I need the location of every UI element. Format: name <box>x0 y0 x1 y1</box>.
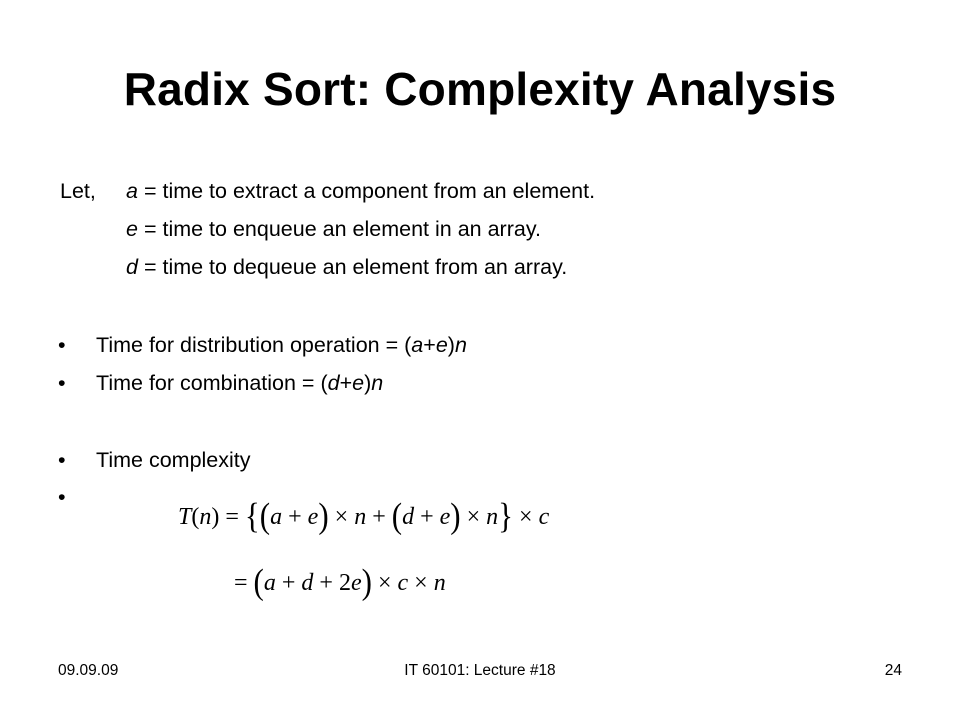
footer-page-number: 24 <box>884 662 902 679</box>
bullet-marker: • <box>58 371 66 395</box>
bullet-paren: ) <box>447 333 455 357</box>
eq-symbol: c <box>538 504 550 530</box>
bullet-var: n <box>371 371 384 395</box>
slide-title: Radix Sort: Complexity Analysis <box>123 63 837 115</box>
bullet-paren: ) <box>364 371 372 395</box>
bullet-var: e <box>352 371 365 395</box>
bullet-distribution <box>96 335 467 357</box>
eq-symbol: + <box>313 570 339 596</box>
eq-paren: ( <box>259 495 271 536</box>
definition-a <box>126 181 595 203</box>
eq-paren: ) <box>318 495 329 536</box>
bullet-var: d <box>327 371 340 395</box>
eq-symbol: d <box>402 504 415 530</box>
eq-symbol: e <box>307 504 319 530</box>
eq-symbol: n <box>433 570 446 596</box>
bullet-text: Time for distribution operation = ( <box>96 333 412 357</box>
eq-paren: ) <box>361 561 372 602</box>
eq-symbol: = <box>234 570 254 596</box>
definition-var: a <box>126 179 138 203</box>
bullet-op: + <box>339 371 353 395</box>
eq-symbol: a <box>270 504 283 530</box>
definition-text: = time to enqueue an element in an array. <box>137 217 541 241</box>
eq-symbol: + <box>282 504 308 530</box>
footer-course: IT 60101: Lecture #18 <box>404 662 556 679</box>
eq-symbol: + <box>414 504 440 530</box>
bullet-time-complexity: Time complexity <box>96 448 251 472</box>
definition-var: e <box>126 217 138 241</box>
bullet-var: a <box>411 333 424 357</box>
footer-date: 09.09.09 <box>58 662 119 679</box>
eq-symbol: ( <box>191 504 200 530</box>
eq-symbol: × <box>371 570 398 596</box>
eq-symbol: + <box>275 570 302 596</box>
eq-symbol: 2 <box>338 570 351 596</box>
bullet-text: Time for combination = ( <box>96 371 328 395</box>
let-label: Let, <box>60 179 96 203</box>
definition-text: = time to extract a component from an element. <box>137 179 596 203</box>
definition-row-d <box>0 257 960 281</box>
eq-symbol: e <box>350 570 362 596</box>
eq-symbol: n <box>354 504 367 530</box>
eq-symbol: e <box>439 504 451 530</box>
eq-symbol: × <box>460 504 487 530</box>
eq-paren: ) <box>450 495 461 536</box>
eq-symbol: n <box>486 504 499 530</box>
definition-d <box>126 257 567 279</box>
bullet-combination <box>96 373 383 395</box>
eq-brace: { <box>244 495 260 536</box>
definition-var: d <box>126 255 138 279</box>
eq-symbol: ) <box>211 504 220 530</box>
bullet-var: n <box>454 333 467 357</box>
definition-row-a <box>0 181 960 205</box>
eq-symbol: d <box>301 570 314 596</box>
eq-paren: ( <box>253 561 264 602</box>
equation-line-1 <box>178 495 550 536</box>
eq-symbol: T <box>178 504 192 530</box>
bullet-marker: • <box>58 485 66 509</box>
definition-row-e <box>0 219 960 243</box>
eq-symbol: × <box>408 570 434 596</box>
bullet-marker: • <box>58 333 66 357</box>
eq-paren: ( <box>391 495 403 536</box>
eq-symbol: × <box>513 504 539 530</box>
eq-symbol: c <box>397 570 409 596</box>
eq-symbol: n <box>199 504 212 530</box>
bullet-marker: • <box>58 448 66 472</box>
eq-symbol: = <box>219 504 245 530</box>
definition-e <box>126 219 541 241</box>
eq-symbol: × <box>328 504 355 530</box>
bullet-var: e <box>435 333 448 357</box>
eq-symbol: a <box>263 570 276 596</box>
eq-brace: } <box>498 495 514 536</box>
definition-text: = time to dequeue an element from an array. <box>137 255 568 279</box>
eq-symbol: + <box>366 504 392 530</box>
equation-line-2 <box>234 561 446 602</box>
bullet-op: + <box>423 333 436 357</box>
